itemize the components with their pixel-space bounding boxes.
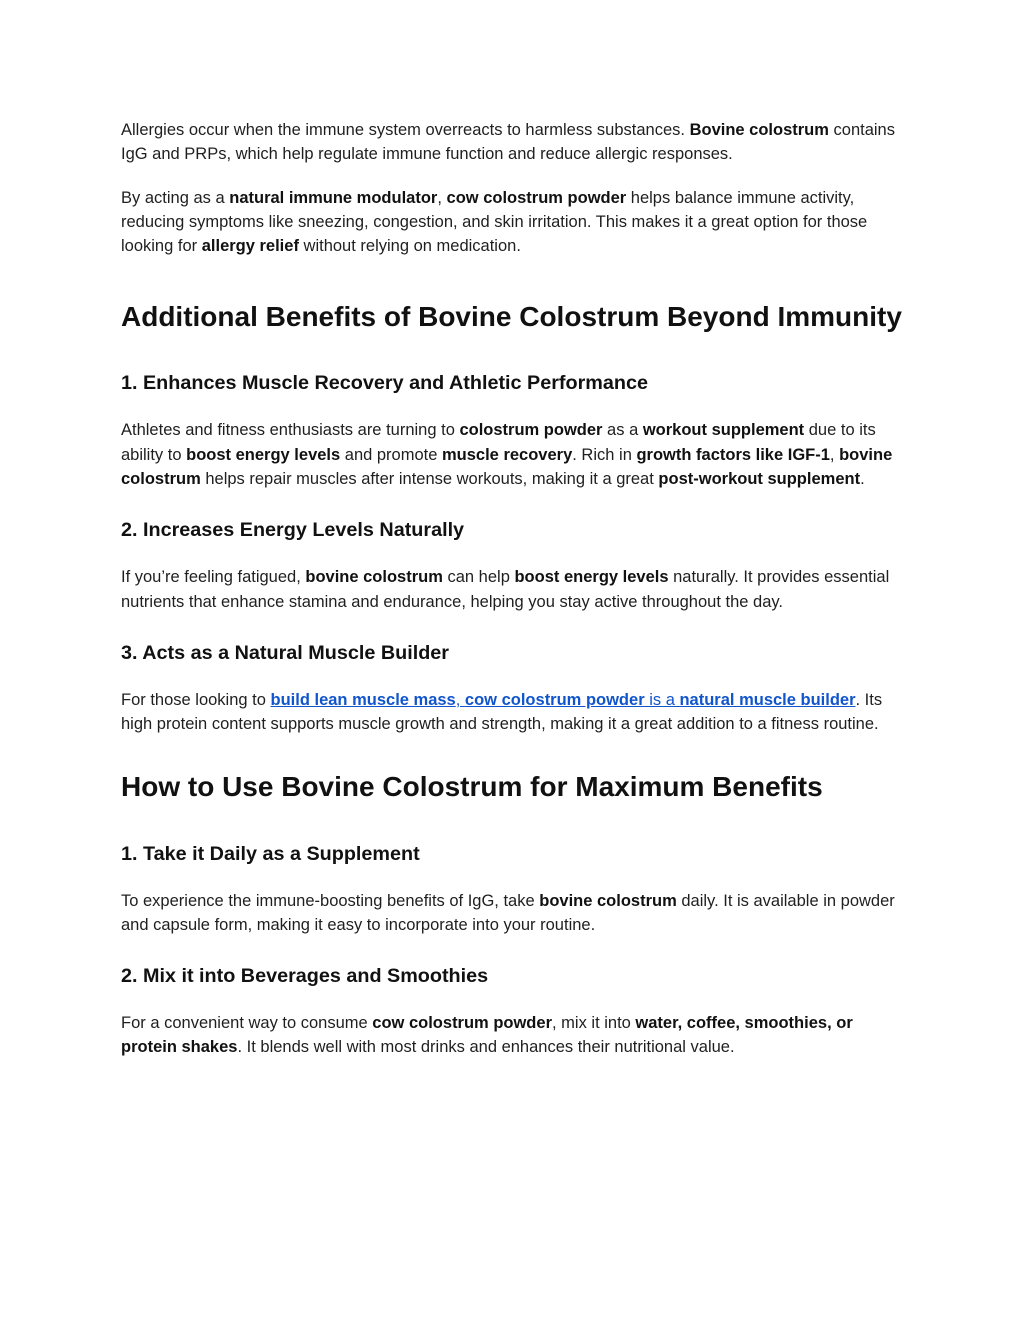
text-span: as a bbox=[602, 421, 643, 440]
bold-span: workout supplement bbox=[642, 421, 805, 440]
text-span: If you’re feeling fatigued, bbox=[121, 568, 306, 587]
text-span: Allergies occur when the immune system overreacts to harmless substances. bbox=[121, 121, 690, 139]
link-natural-muscle-builder[interactable] bbox=[679, 691, 855, 709]
paragraph-immune-modulator bbox=[121, 186, 911, 259]
text-span: . Rich in bbox=[572, 445, 637, 464]
subheading-muscle-recovery: 1. Enhances Muscle Recovery and Athletic Performance bbox=[121, 372, 648, 395]
text-span: For a convenient way to consume bbox=[121, 1014, 373, 1033]
text-span: , bbox=[829, 445, 840, 464]
paragraph-energy-levels bbox=[121, 565, 911, 614]
text-span: . It blends well with most drinks and enhances their nutritional value. bbox=[237, 1038, 735, 1057]
link-label[interactable]: natural muscle builder bbox=[679, 690, 856, 709]
bold-span: water, coffee, smoothies, or protein shakes bbox=[121, 1014, 853, 1057]
section-heading-usage: How to Use Bovine Colostrum for Maximum Benefits bbox=[121, 770, 823, 802]
text-span: To experience the immune-boosting benefits of IgG, take bbox=[121, 891, 540, 910]
bold-span: cow colostrum powder bbox=[372, 1014, 552, 1033]
bold-span: muscle recovery bbox=[442, 445, 573, 464]
text-span: helps balance immune activity, reducing symptoms like sneezing, congestion, and skin irritation. This makes it a great option for those looking for bbox=[121, 188, 868, 256]
text-span: . Its high protein content supports muscle growth and strength, making it a great addition to a fitness routine. bbox=[121, 690, 883, 734]
text-span: . bbox=[860, 470, 865, 489]
link-cow-colostrum-powder[interactable] bbox=[465, 691, 645, 709]
text-span: helps repair muscles after intense workouts, making it a great bbox=[200, 470, 659, 489]
subheading-beverages: 2. Mix it into Beverages and Smoothies bbox=[121, 965, 489, 988]
bold-span: Bovine colostrum bbox=[689, 121, 829, 139]
link-build-lean-muscle-mass[interactable] bbox=[271, 691, 456, 709]
paragraph-daily-supplement bbox=[121, 889, 911, 938]
text-span: and promote bbox=[340, 445, 442, 464]
text-span: , mix it into bbox=[551, 1014, 636, 1033]
link-separator[interactable]: , bbox=[455, 690, 465, 709]
document-page bbox=[121, 118, 911, 1060]
bold-span: growth factors like IGF-1 bbox=[636, 445, 830, 464]
link-label[interactable]: cow colostrum powder bbox=[464, 690, 645, 709]
bold-span: cow colostrum powder bbox=[446, 188, 627, 207]
text-span: For those looking to bbox=[121, 690, 271, 709]
paragraph-muscle-builder bbox=[121, 688, 911, 737]
subheading-energy-levels: 2. Increases Energy Levels Naturally bbox=[121, 519, 465, 542]
text-span: due to its ability to bbox=[121, 421, 876, 464]
text-span: without relying on medication. bbox=[298, 237, 521, 256]
bold-span: colostrum powder bbox=[459, 421, 603, 440]
bold-span: boost energy levels bbox=[186, 445, 341, 464]
text-span: can help bbox=[442, 568, 515, 587]
paragraph-allergies bbox=[121, 118, 911, 167]
paragraph-muscle-recovery bbox=[121, 418, 911, 491]
section-heading-benefits: Additional Benefits of Bovine Colostrum Beyond Immunity bbox=[121, 301, 902, 333]
bold-span: post-workout supplement bbox=[658, 470, 861, 489]
text-span: naturally. It provides essential nutrients that enhance stamina and endurance, helping you stay active throughout the day. bbox=[121, 568, 890, 611]
paragraph-beverages bbox=[121, 1011, 911, 1060]
bold-span: natural immune modulator bbox=[229, 188, 438, 207]
bold-span: bovine colostrum bbox=[539, 891, 677, 910]
text-span: By acting as a bbox=[121, 188, 230, 207]
text-span: contains IgG and PRPs, which help regulate immune function and reduce allergic responses. bbox=[121, 121, 895, 164]
bold-span: allergy relief bbox=[201, 237, 299, 256]
link-label[interactable]: build lean muscle mass bbox=[270, 690, 456, 709]
subheading-daily-supplement: 1. Take it Daily as a Supplement bbox=[121, 842, 420, 865]
text-span: daily. It is available in powder and capsule form, making it easy to incorporate into your routine. bbox=[121, 891, 895, 934]
bold-span: bovine colostrum bbox=[121, 445, 893, 489]
bold-span: bovine colostrum bbox=[305, 568, 443, 587]
link-separator[interactable]: is a bbox=[644, 690, 680, 709]
subheading-muscle-builder: 3. Acts as a Natural Muscle Builder bbox=[121, 641, 449, 664]
bold-span: boost energy levels bbox=[514, 568, 669, 587]
text-span: Athletes and fitness enthusiasts are turning to bbox=[121, 421, 460, 440]
text-span: , bbox=[437, 188, 447, 207]
